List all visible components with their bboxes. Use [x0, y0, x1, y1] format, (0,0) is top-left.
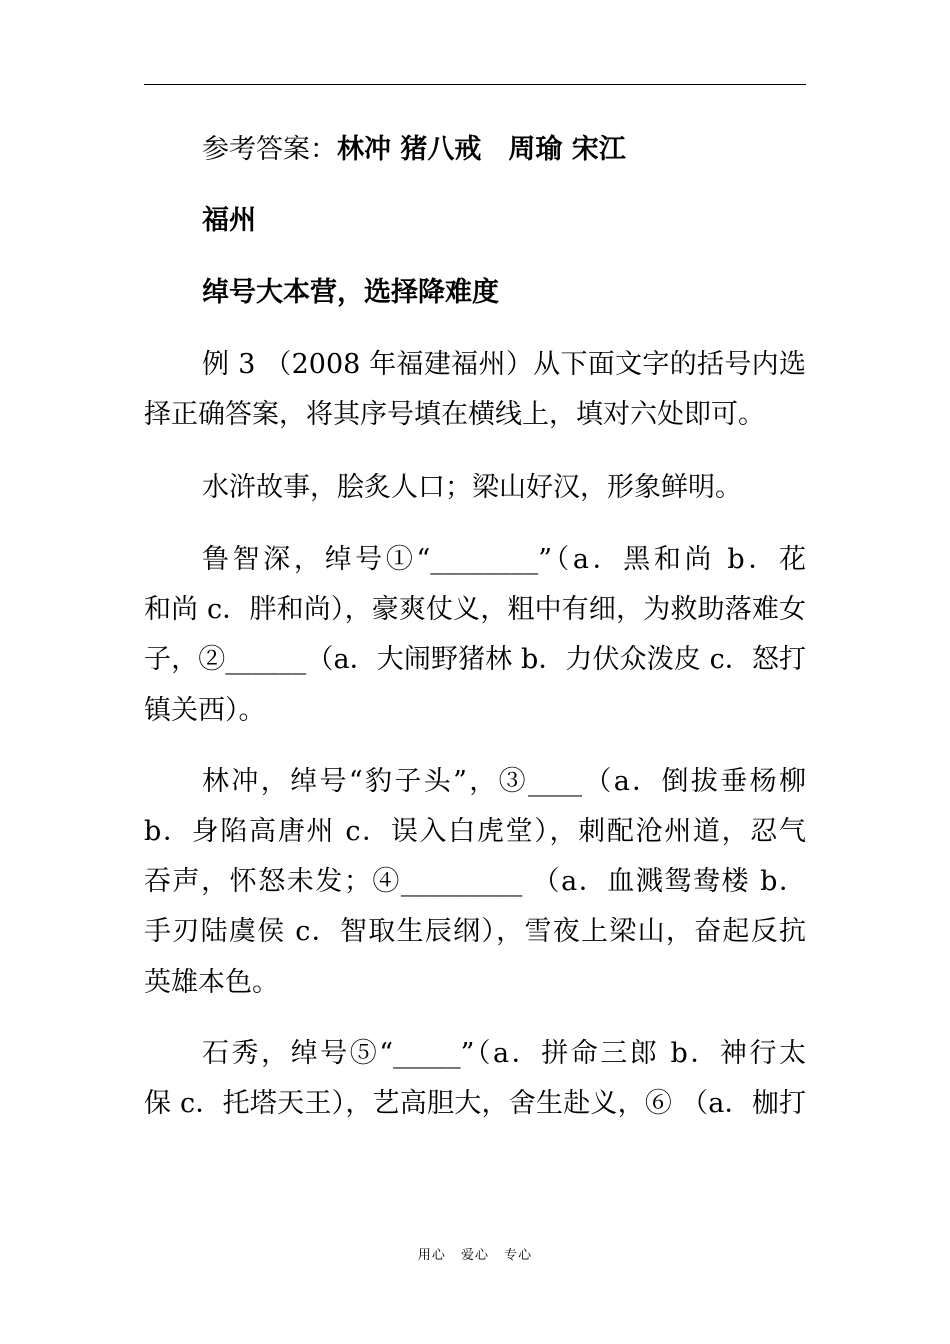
para-lin-line-3: 吞声，怀怒未发；④_________ （a．血溅鸳鸯楼 b． — [144, 866, 806, 897]
para-shi-line-1: 石秀，绰号⑤“_____”（a．拼命三郎 b．神行太 — [202, 1038, 806, 1069]
para-lu-line-2: 和尚 c．胖和尚），豪爽仗义，粗中有细，为救助落难女 — [144, 594, 806, 625]
header-rule — [144, 84, 806, 85]
example-line-2: 择正确答案，将其序号填在横线上，填对六处即可。 — [144, 399, 765, 430]
example-line-1: 例 3 （2008 年福建福州）从下面文字的括号内选 — [202, 349, 806, 380]
para-lin-line-4: 手刃陆虞侯 c．智取生辰纲），雪夜上梁山，奋起反抗 — [144, 916, 806, 947]
answer-label: 参考答案： — [202, 134, 337, 165]
answer-continued: 福州 — [202, 205, 256, 236]
para-lu-line-1: 鲁智深，绰号①“________”（a．黑和尚 b．花 — [202, 544, 806, 575]
para-lu-line-4: 镇关西）。 — [144, 695, 266, 726]
answer-items: 林冲 猪八戒 周瑜 宋江 — [337, 134, 626, 165]
section-heading: 绰号大本营，选择降难度 — [202, 277, 499, 308]
footer-word-2: 爱心 — [460, 1248, 489, 1263]
answer-line — [202, 133, 806, 167]
para-lin-line-2: b．身陷高唐州 c．误入白虎堂），刺配沧州道，忍气 — [144, 816, 806, 847]
para-lu-line-3: 子，②______（a．大闹野猪林 b．力伏众泼皮 c．怒打 — [144, 644, 806, 675]
page-footer — [0, 1248, 950, 1264]
intro-line: 水浒故事，脍炙人口；梁山好汉，形象鲜明。 — [202, 472, 742, 503]
para-lin-line-1: 林冲，绰号“豹子头”，③____（a．倒拔垂杨柳 — [202, 766, 806, 797]
footer-word-1: 用心 — [417, 1248, 446, 1263]
footer-word-3: 专心 — [504, 1248, 533, 1263]
para-shi-line-2: 保 c．托塔天王），艺高胆大，舍生赴义，⑥ （a．枷打 — [144, 1088, 806, 1119]
para-lin-line-5: 英雄本色。 — [144, 967, 279, 998]
